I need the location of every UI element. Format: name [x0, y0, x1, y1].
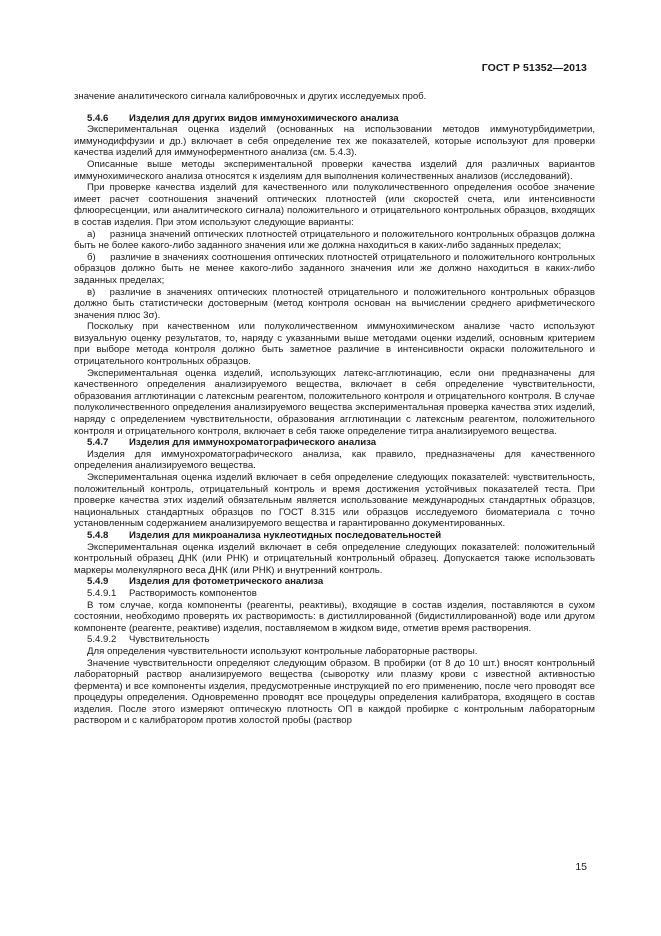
paragraph: Экспериментальная оценка изделий, использующих латекс-агглютинацию, если они предназначены для качественного определения анализируемого вещества, включает в себя определение чувствительности, образования агглютинации с латексным реагентом, положительного контроля и отрицательного контроля. В случае полуколичественного определения анализируемого вещества экспериментальная проверка качества этих изделий, наряду с определением чувствительности, образования агглютинации с латексным реагентом, положительного контроля и отрицательного контроля, включает в себя также определение титра анализируемого вещества. [74, 367, 595, 437]
paragraph: Описанные выше методы экспериментальной проверки качества изделий для различных вариантов иммунохимического анализа относятся к изделиям для выполнения количественных анализов (исследований). [74, 158, 595, 182]
section-title: Изделия для фотометрического анализа [129, 576, 324, 588]
paragraph: В том случае, когда компоненты (реагенты, реактивы), входящие в состав изделия, поставляются в сухом состоянии, необходимо проверять их растворимость: в дистиллированной (бидистиллированной) воде или другом компоненте (реагенте, реактиве) изделия, поставляемом в жидком виде, отметив время растворения. [74, 599, 595, 634]
section-number: 5.4.9 [87, 576, 109, 588]
paragraph: значение аналитического сигнала калибровочных и других исследуемых проб. [74, 91, 427, 102]
paragraph: Экспериментальная оценка изделий (основанных на использовании методов иммунотурбидиметрии, иммунодиффузии и др.) включает в себя определение тех же показателей, которые используют для проверки качества изделий для иммуноферментного анализа (см. 5.4.3). [74, 124, 595, 159]
section-heading [74, 576, 595, 588]
section-title: Изделия для иммунохроматографического анализа [129, 437, 377, 449]
paragraph: Значение чувствительности определяют следующим образом. В пробирки (от 8 до 10 шт.) вносят контрольный лабораторный раствор анализируемого вещества (сыворотку или плазму крови с известной активностью фермента) и все компоненты изделия, предусмотренные инструкцией по его применению, после чего проводят все процедуры определения. Одновременно проводят все процедуры определения калибратора, входящего в состав изделия. После этого измеряют оптическую плотность ОП в каждой пробирке с контрольным лабораторным раствором и с калибратором против холостой пробы (раствор [74, 657, 595, 727]
document-header-standard-id: ГОСТ Р 51352—2013 [481, 62, 587, 74]
paragraph: Экспериментальная оценка изделий включает в себя определение следующих показателей: чувствительность, положительный контроль, отрицательный контроль и время достижения устойчивых показателей теста. При проверке качества этих изделий обязательным является использование международных стандартных образцов, национальных стандартных образцов по ГОСТ 8.315 или образцов исследуемого биоматериала с точно установленным содержанием анализируемого вещества и гарантированно документированных. [74, 472, 595, 530]
section-heading [74, 437, 595, 449]
paragraph: Экспериментальная оценка изделий включает в себя определение следующих показателей: положительный контрольный образец ДНК (или РНК) и отрицательный контрольный образец. Допускается также использовать маркеры молекулярного веса ДНК (или РНК) и внутренний контроль. [74, 541, 595, 576]
paragraph: Поскольку при качественном или полуколичественном иммунохимическом анализе часто используют визуальную оценку результатов, то, наряду с указанными выше методами оценки изделий, основным критерием при выборе метода контроля должно быть заметное различие в интенсивности окраски положительного и отрицательного контрольных образцов. [74, 321, 595, 368]
page-number: 15 [575, 861, 587, 873]
section-number: 5.4.7 [87, 437, 109, 449]
paragraph: Изделия для иммунохроматографического анализа, как правило, предназначены для качественного определения анализируемого вещества. [74, 448, 595, 472]
section-number: 5.4.9.2 [87, 634, 117, 646]
section-title: Чувствительность [129, 634, 210, 646]
section-heading [74, 530, 595, 542]
section-title: Изделия для микроанализа нуклеотидных последовательностей [129, 529, 442, 541]
section-number: 5.4.8 [87, 529, 109, 541]
paragraph: б) различие в значениях соотношения оптических плотностей отрицательного и положительного контрольных образцов должно быть не менее какого-либо заданного значения или же должно находиться в каких-либо заданных пределах; [74, 251, 595, 286]
section-title: Изделия для других видов иммунохимического анализа [129, 112, 399, 124]
paragraph: При проверке качества изделий для качественного или полуколичественного определения особое значение имеет расчет соотношения значений оптических плотностей (или скоростей счета, или интенсивности флюоресценции, или аналитического сигнала) положительного и отрицательного контрольных образцов, входящих в состав изделия. При этом используют следующие варианты: [74, 182, 595, 228]
paragraph: Для определения чувствительности используют контрольные лабораторные растворы. [87, 645, 478, 657]
spacer [74, 103, 595, 113]
section-number: 5.4.6 [87, 112, 109, 124]
paragraph: а) разница значений оптических плотностей отрицательного и положительного контрольных образцов должна быть не более какого-либо заданного значения или же должна находиться в каких-либо заданных пределах; [74, 228, 595, 252]
subsection-heading [74, 588, 595, 600]
section-number: 5.4.9.1 [87, 587, 117, 599]
document-body [74, 91, 595, 727]
paragraph: в) различие в значениях оптических плотностей отрицательного и положительного контрольных образцов должно быть статистически достоверным (метод контроля основан на вычислении среднего арифметического значения плюс 3σ). [74, 286, 595, 321]
subsection-heading [74, 634, 595, 646]
section-title: Растворимость компонентов [129, 587, 257, 599]
section-heading [74, 113, 595, 125]
